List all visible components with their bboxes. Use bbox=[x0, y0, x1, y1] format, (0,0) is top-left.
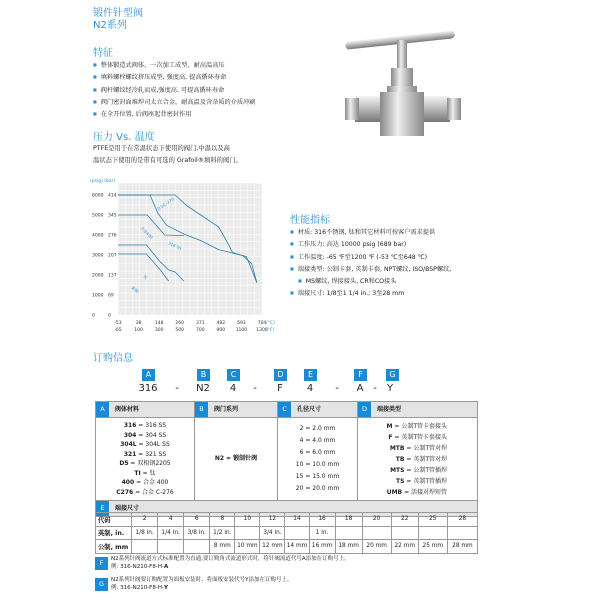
table-cell: 1/2 in. bbox=[210, 526, 235, 540]
y-axis-label: (psig) (bar) bbox=[90, 179, 116, 184]
table-cell bbox=[335, 526, 362, 540]
table-cell bbox=[418, 526, 447, 540]
mm-row bbox=[96, 540, 478, 554]
table-cell: 3/8 in. bbox=[184, 526, 210, 540]
table-cell bbox=[235, 526, 260, 540]
table-cell: 10 mm bbox=[235, 540, 260, 554]
y-tick-label: 4000 bbox=[92, 233, 104, 239]
order-table bbox=[95, 401, 478, 517]
x-tick-label: 900 bbox=[216, 328, 226, 333]
table-cell: 16 bbox=[309, 513, 335, 527]
col-header-d: D 端接类型 bbox=[358, 402, 478, 418]
code-part: 4 bbox=[306, 383, 314, 394]
end-size-table bbox=[95, 512, 478, 554]
x-tick-label: -65 bbox=[114, 328, 122, 333]
features-heading: 特征 bbox=[93, 48, 113, 59]
valve-image bbox=[335, 18, 475, 148]
code-part: 316 bbox=[138, 383, 158, 394]
x-axis-unit: (°F) bbox=[266, 328, 275, 333]
table-cell: 22 mm bbox=[391, 540, 418, 554]
table-cell: 12 bbox=[260, 513, 285, 527]
feature-item: ■ 整体锻造式阀体，一次加工成型，耐高温高压 bbox=[93, 59, 255, 71]
y-tick-label: 2000 bbox=[92, 273, 104, 279]
x-tick-label: 593 bbox=[237, 321, 246, 326]
x-tick-label: 300 bbox=[154, 328, 164, 333]
letter-box: F bbox=[354, 369, 367, 381]
code-part: - bbox=[373, 383, 377, 394]
pt-heading: 压力 Vs. 温度 bbox=[93, 132, 155, 143]
code-part: N2 bbox=[196, 383, 210, 394]
performance-section bbox=[290, 211, 451, 300]
pressure-temp-section bbox=[93, 128, 242, 167]
perf-item: ■ 材质: 316不锈钢, 钛和其它材料可按客户需求提供 bbox=[290, 226, 451, 238]
y-tick-label: 0 bbox=[108, 313, 111, 319]
y-tick-label: 0 bbox=[92, 313, 95, 319]
table-cell: 18 bbox=[335, 513, 362, 527]
table-cell: 25 bbox=[418, 513, 447, 527]
col-header-b: B 阀门系列 bbox=[195, 402, 278, 418]
materials-cell: 316 = 316 SS 304 = 304 SS 304L = 304L SS 321 = 321 SS D5 = 双相钢2205 TI = 钛 400 = 合金 400 C276 = 合金 C-276 bbox=[96, 418, 195, 501]
table-cell: 22 bbox=[391, 513, 418, 527]
table-cell bbox=[362, 526, 391, 540]
table-cell: 8 bbox=[210, 513, 235, 527]
table-cell bbox=[285, 526, 309, 540]
letter-box: D bbox=[274, 369, 287, 381]
code-part: - bbox=[253, 383, 257, 394]
x-tick-label: 500 bbox=[175, 328, 185, 333]
series-label: 合金C-276 bbox=[155, 196, 175, 212]
x-tick-label: 260 bbox=[175, 321, 185, 326]
pt-text: PTFE是用于在常温状态下使用的阀门,中温以及高 bbox=[93, 145, 230, 152]
col-header-c: C 孔径尺寸 bbox=[278, 402, 358, 418]
table-cell: 10 bbox=[235, 513, 260, 527]
note-g: G N2系列针阀要订购配置为面板安装时，将面板安装代号Y添加在订购号上。 例: 316-N210-F8-H-Y bbox=[95, 576, 292, 592]
table-cell: 6 bbox=[184, 513, 210, 527]
table-cell bbox=[447, 526, 477, 540]
perf-item: ■ 工作压力: 高达 10000 psig (689 bar) bbox=[290, 238, 451, 250]
x-tick-label: 1100 bbox=[235, 328, 248, 333]
table-cell: 1 in. bbox=[309, 526, 335, 540]
table-cell: 20 bbox=[362, 513, 391, 527]
x-tick-label: 1300 bbox=[256, 328, 268, 333]
table-cell: 2 bbox=[132, 513, 158, 527]
col-header-e: E 端接尺寸 bbox=[96, 501, 478, 517]
feature-item: ■ 填料螺栓螺纹挤压成型, 强度高, 提高循环寿命 bbox=[93, 71, 255, 83]
x-tick-label: 700 bbox=[195, 328, 205, 333]
table-cell: 4 bbox=[158, 513, 184, 527]
product-series: N2系列 bbox=[93, 20, 127, 31]
col-header-a: A 阀体材料 bbox=[96, 402, 195, 418]
y-tick-label: 69 bbox=[108, 293, 114, 299]
table-cell: 12 mm bbox=[260, 540, 285, 554]
table-cell: 18 mm bbox=[335, 540, 362, 554]
perf-item: ■ 工作温度: -65 ℉至1200 ℉ (-53 ℃至648 ℃) bbox=[290, 251, 451, 263]
table-cell: 公制, mm bbox=[96, 540, 132, 554]
code-part: A bbox=[356, 383, 364, 394]
perf-item: ■ 端接类型: 公制卡套, 英制卡套, NPT螺纹, ISO/BSP螺纹, bbox=[290, 263, 451, 275]
y-tick-label: 207 bbox=[108, 253, 117, 259]
x-tick-label: 148 bbox=[154, 321, 164, 326]
code-part: 4 bbox=[229, 383, 237, 394]
x-tick-label: 371 bbox=[195, 321, 205, 326]
table-cell: 8 mm bbox=[210, 540, 235, 554]
features-section bbox=[93, 44, 255, 120]
code-part: F bbox=[277, 383, 283, 394]
table-cell: 28 bbox=[447, 513, 477, 527]
y-tick-label: 5000 bbox=[92, 213, 104, 219]
order-heading: 订购信息 bbox=[93, 353, 133, 364]
header bbox=[93, 8, 143, 32]
table-cell: 14 bbox=[285, 513, 309, 527]
letter-box: C bbox=[227, 369, 240, 381]
table-cell bbox=[132, 540, 158, 554]
series-label: 钛 bbox=[142, 273, 149, 281]
y-tick-label: 276 bbox=[108, 233, 117, 239]
feature-item: ■ 在全开位置, 后阀座起背密封作用 bbox=[93, 108, 255, 120]
table-cell: 28 mm bbox=[447, 540, 477, 554]
perf-item: ■ 端接尺寸: 1/8至1 1/4 in.; 3至28 mm bbox=[290, 287, 451, 299]
table-cell bbox=[158, 540, 184, 554]
series-label: 316 SS bbox=[167, 240, 183, 251]
y-tick-label: 414 bbox=[108, 193, 117, 199]
feature-item: ■ 阀门密封面堆焊司太立合金，耐高温及含杂质的介质冲刷 bbox=[93, 96, 255, 108]
table-cell bbox=[184, 540, 210, 554]
table-cell: 1/4 in. bbox=[158, 526, 184, 540]
x-tick-label: -53 bbox=[114, 321, 122, 326]
x-tick-label: 482 bbox=[216, 321, 226, 326]
inch-row bbox=[96, 526, 478, 540]
table-cell: 20 mm bbox=[362, 540, 391, 554]
letter-box: G bbox=[386, 369, 399, 381]
table-cell: 16 mm bbox=[309, 540, 335, 554]
product-title: 锻件针型阀 bbox=[93, 8, 143, 19]
letter-box: A bbox=[142, 369, 155, 381]
code-part: - bbox=[335, 383, 339, 394]
feature-item: ■ 阀杆螺纹经冷轧而成,强度高, 可提高循环寿命 bbox=[93, 84, 255, 96]
note-f: F N2系列针阀流道方式标准配置为直通,要订购角式流道形式时，将针阀流道代号A添加在订购号上。 例: 316-N210-F8-H-A bbox=[95, 555, 350, 571]
y-tick-label: 6000 bbox=[92, 193, 104, 199]
y-tick-label: 1000 bbox=[92, 293, 104, 299]
x-tick-label: 100 bbox=[134, 328, 143, 333]
table-cell: 25 mm bbox=[418, 540, 447, 554]
table-cell: 英制, in. bbox=[96, 526, 132, 540]
perf-heading: 性能指标 bbox=[290, 215, 330, 226]
table-cell bbox=[391, 526, 418, 540]
bore-cell: 2 = 2.0 mm 4 = 4.0 mm 6 = 6.0 mm 10 = 10.0 mm 15 = 15.0 mm 20 = 20.0 mm bbox=[278, 418, 358, 501]
letter-box: E bbox=[304, 369, 317, 381]
table-cell: 14 mm bbox=[285, 540, 309, 554]
y-tick-label: 137 bbox=[108, 273, 117, 279]
x-tick-label: 38 bbox=[135, 321, 142, 326]
table-cell: 代码 bbox=[96, 513, 132, 527]
pt-text: 温状态下使用的是带有可选的 Grafoil®填料的阀门。 bbox=[93, 157, 242, 164]
series-label: 紫铜 bbox=[130, 284, 140, 294]
code-row bbox=[96, 513, 478, 527]
code-part: Y bbox=[386, 383, 394, 394]
perf-item: ■ MS螺纹, 焊接接头, CR和CO接头 bbox=[290, 275, 451, 287]
y-tick-label: 3000 bbox=[92, 253, 104, 259]
letter-box: B bbox=[197, 369, 210, 381]
code-part: - bbox=[175, 383, 179, 394]
table-cell: 3/4 in. bbox=[260, 526, 285, 540]
x-tick-label: 704 bbox=[257, 321, 267, 326]
series-cell: N2 = 锻制针阀 bbox=[195, 418, 278, 501]
pressure-temperature-chart bbox=[88, 176, 288, 346]
y-tick-label: 345 bbox=[108, 213, 117, 219]
x-axis-unit: (°C) bbox=[266, 321, 275, 326]
end-type-cell: M = 公制T管卡套接头 F = 英制T管卡套接头 MTB = 公制T管对焊 TB = 英制T管对焊 MTS = 公制T管插焊 TS = 英制T管插焊 UMB = 活接对焊短管 bbox=[358, 418, 478, 501]
series-label: 合金400 bbox=[139, 225, 154, 240]
table-cell: 1/8 in. bbox=[132, 526, 158, 540]
